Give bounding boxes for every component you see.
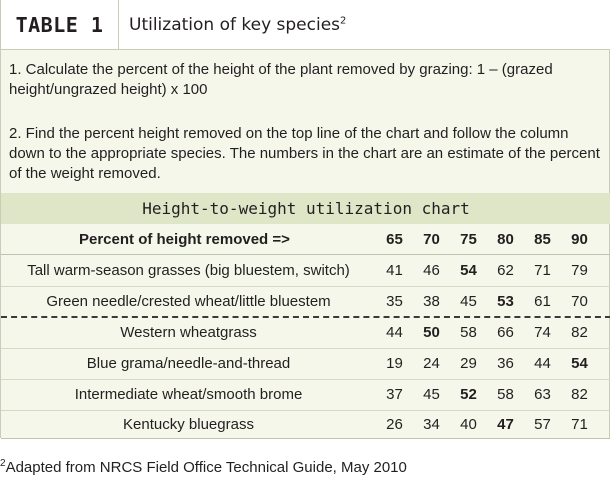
value-cell: 66 (497, 324, 514, 341)
species-name: Intermediate wheat/smooth brome (74, 386, 303, 403)
table-row (1, 286, 610, 317)
value-cell: 45 (460, 293, 477, 310)
instruction-step-1: 1. Calculate the percent of the height of the plant removed by grazing: 1 – (grazed height/ungrazed height) x 100 (9, 61, 553, 98)
value-cell: 37 (386, 386, 403, 403)
value-cell: 47 (497, 415, 514, 433)
value-cell: 34 (423, 415, 440, 433)
value-cell: 41 (386, 262, 403, 279)
value-cell: 53 (497, 293, 514, 310)
table-row (1, 379, 610, 411)
value-cell: 54 (460, 262, 477, 279)
value-cell: 29 (460, 355, 477, 372)
table-row (1, 317, 610, 349)
value-cell: 24 (423, 355, 440, 372)
chart-heading: Height-to-weight utilization chart (1, 193, 610, 224)
header-label: Percent of height removed => (79, 230, 290, 248)
value-cell: 19 (386, 355, 403, 372)
table-row (1, 410, 610, 439)
value-cell: 70 (571, 293, 588, 310)
value-cell: 71 (534, 262, 551, 279)
value-cell: 71 (571, 415, 588, 433)
value-cell: 82 (571, 324, 588, 341)
species-name: Tall warm-season grasses (big bluestem, switch) (27, 262, 350, 279)
table-title: Utilization of key species$^2$ (129, 14, 347, 35)
value-cell: 74 (534, 324, 551, 341)
column-header: 85 (534, 230, 551, 248)
value-cell: 38 (423, 293, 440, 310)
instruction-step-2: 2. Find the percent height removed on the top line of the chart and follow the column down to the appropriate species. The numbers in the chart are an estimate of the percent of the weight removed. (9, 125, 600, 182)
value-cell: 26 (386, 415, 403, 433)
value-cell: 63 (534, 386, 551, 403)
table-row (1, 255, 610, 287)
footnote (0, 458, 407, 476)
value-cell: 62 (497, 262, 514, 279)
chart-header-row (1, 224, 610, 255)
footnote-text: Adapted from NRCS Field Office Technical Guide, May 2010 (5, 459, 407, 476)
value-cell: 54 (571, 355, 588, 372)
table-title-bar (1, 0, 610, 50)
column-header: 75 (460, 230, 477, 248)
value-cell: 79 (571, 262, 588, 279)
table-title-footnote-marker: 2 (340, 14, 347, 26)
column-header: 80 (497, 230, 514, 248)
value-cell: 82 (571, 386, 588, 403)
value-cell: 52 (460, 386, 477, 403)
value-cell: 35 (386, 293, 403, 310)
value-cell: 57 (534, 415, 551, 433)
table-label: TABLE 1 (1, 0, 119, 49)
column-header: 90 (571, 230, 588, 248)
column-header: 65 (386, 230, 403, 248)
value-cell: 44 (534, 355, 551, 372)
value-cell: 36 (497, 355, 514, 372)
value-cell: 44 (386, 324, 403, 341)
column-header: 70 (423, 230, 440, 248)
species-name: Blue grama/needle-and-thread (86, 355, 291, 372)
value-cell: 58 (460, 324, 477, 341)
value-cell: 46 (423, 262, 440, 279)
value-cell: 40 (460, 415, 477, 433)
value-cell: 45 (423, 386, 440, 403)
species-name: Western wheatgrass (120, 324, 257, 341)
value-cell: 61 (534, 293, 551, 310)
table-row (1, 348, 610, 380)
value-cell: 50 (423, 324, 440, 341)
footnote-marker: 2 (0, 458, 6, 469)
species-name: Kentucky bluegrass (123, 415, 254, 433)
value-cell: 58 (497, 386, 514, 403)
species-name: Green needle/crested wheat/little bluestem (46, 293, 331, 310)
